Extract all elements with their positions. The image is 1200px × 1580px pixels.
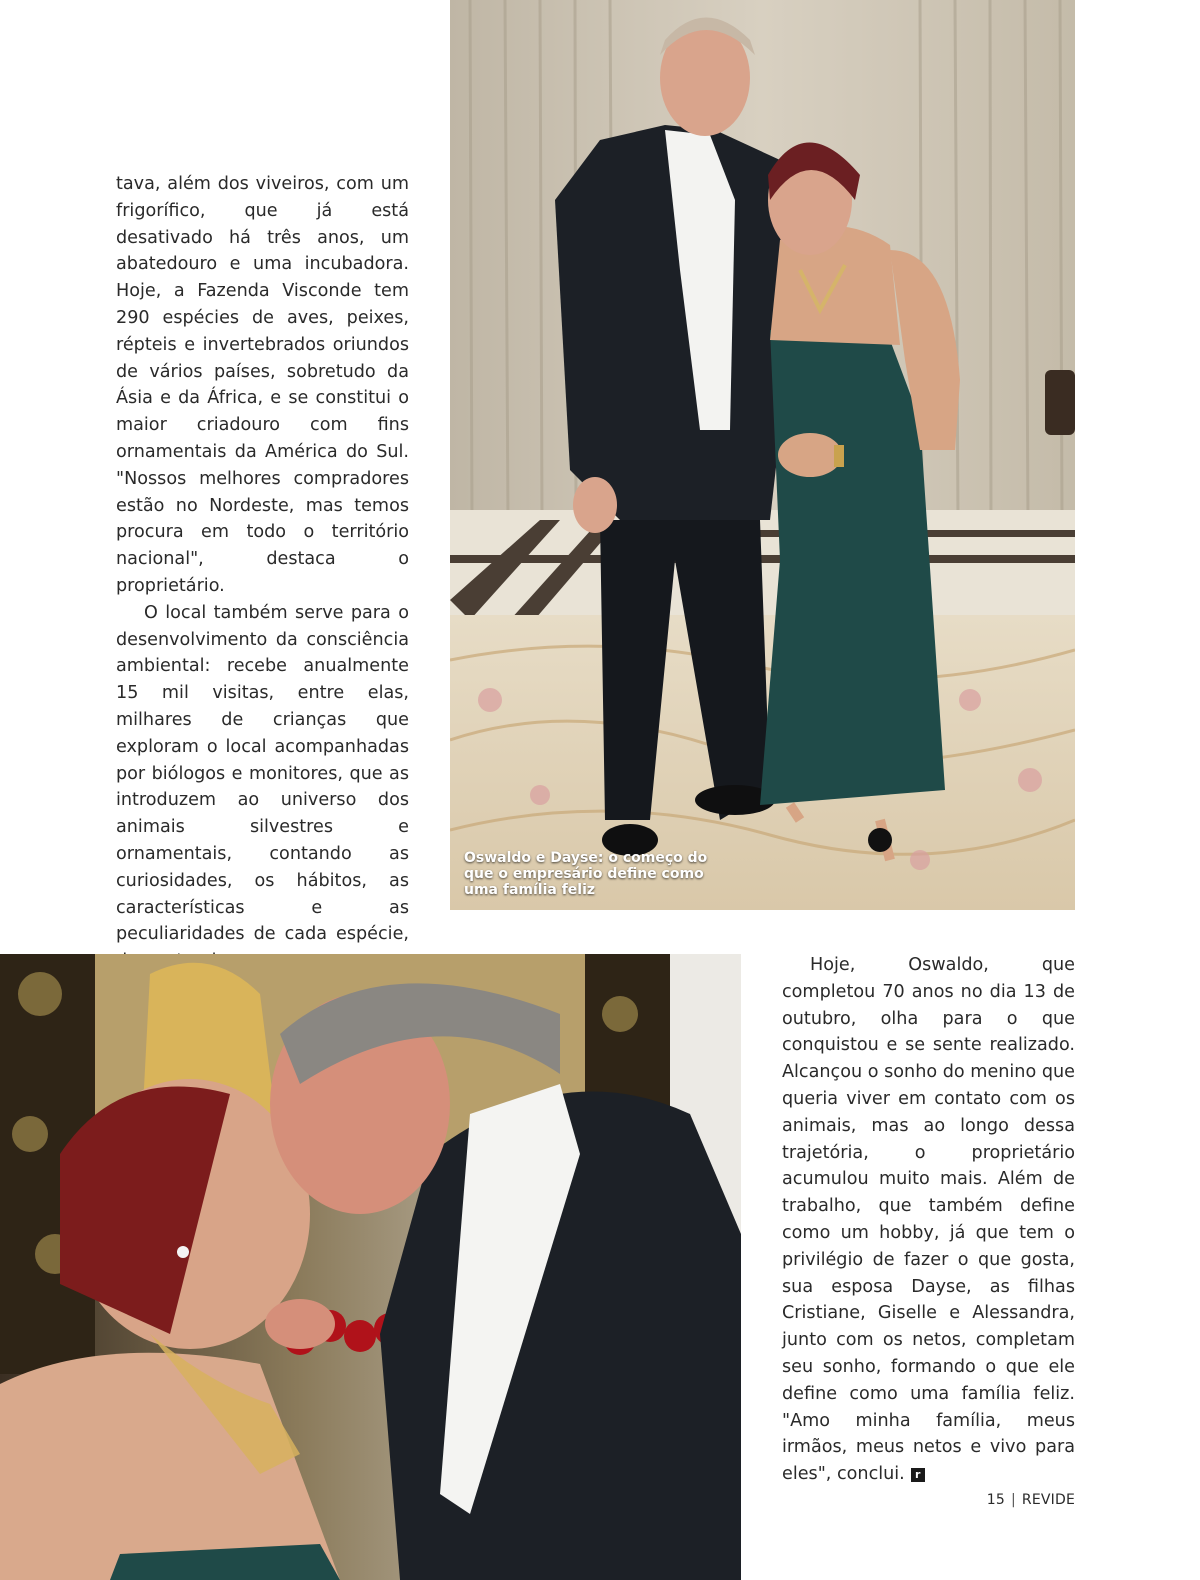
page-number: 15 <box>986 1492 1005 1508</box>
article-column-right <box>782 952 1075 1488</box>
footer-separator: | <box>1010 1492 1016 1508</box>
magazine-name: REVIDE <box>1021 1492 1075 1508</box>
photo-caption: Oswaldo e Dayse: o começo do que o empresário define como uma família feliz <box>464 850 708 898</box>
paragraph-text: Hoje, Oswaldo, que completou 70 anos no dia 13 de outubro, olha para o que conquistou e se sente realizado. Alcançou o sonho do menino que queria viver em contato com os animais, mas ao longo dessa trajetória, o proprietário acumulou muito mais. Além de trabalho, que também define como um hobby, já que tem o privilégio de fazer o que gosta, sua esposa Dayse, as filhas Cristiane, Giselle e Alessandra, junto com os netos, completam seu sonho, formando o que ele define como uma família feliz. "Amo minha família, meus irmãos, meus netos e vivo para eles", conclui. <box>782 955 1075 1485</box>
paragraph: O local também serve para o desenvolvimento da consciência ambiental: recebe anualmente 15 mil visitas, entre elas, milhares de crianças que exploram o local acompanhadas por biólogos e monitores, que as introduzem ao universo dos animais silvestres e ornamentais, contando as curiosidades, os hábitos, as características e as peculiaridades de cada espécie, <box>116 602 409 945</box>
page-footer <box>987 1492 1075 1508</box>
paragraph: tava, além dos viveiros, com um frigorífico, que já está desativado há três anos, um abatedouro e uma incubadora. Hoje, a Fazenda Visconde tem 290 espécies de aves, peixes, répteis e invertebrados oriundos de vários países, sobretudo da Ásia e da África, e se constitui o maior criadouro com fins ornamentais da América do Sul. "Nossos melhores compradores estão no Nordeste, mas temos procura em todo o território nacional", destaca o proprietário. <box>116 174 409 596</box>
article-column-left <box>116 171 409 1029</box>
photo-couple-kiss <box>0 954 741 1580</box>
photo-couple-standing <box>450 0 1075 910</box>
photo-couple-kiss-image <box>0 954 741 1580</box>
photo-couple-standing-image <box>450 0 1075 910</box>
end-of-article-mark: r <box>911 1468 925 1482</box>
paragraph <box>782 952 1075 1488</box>
